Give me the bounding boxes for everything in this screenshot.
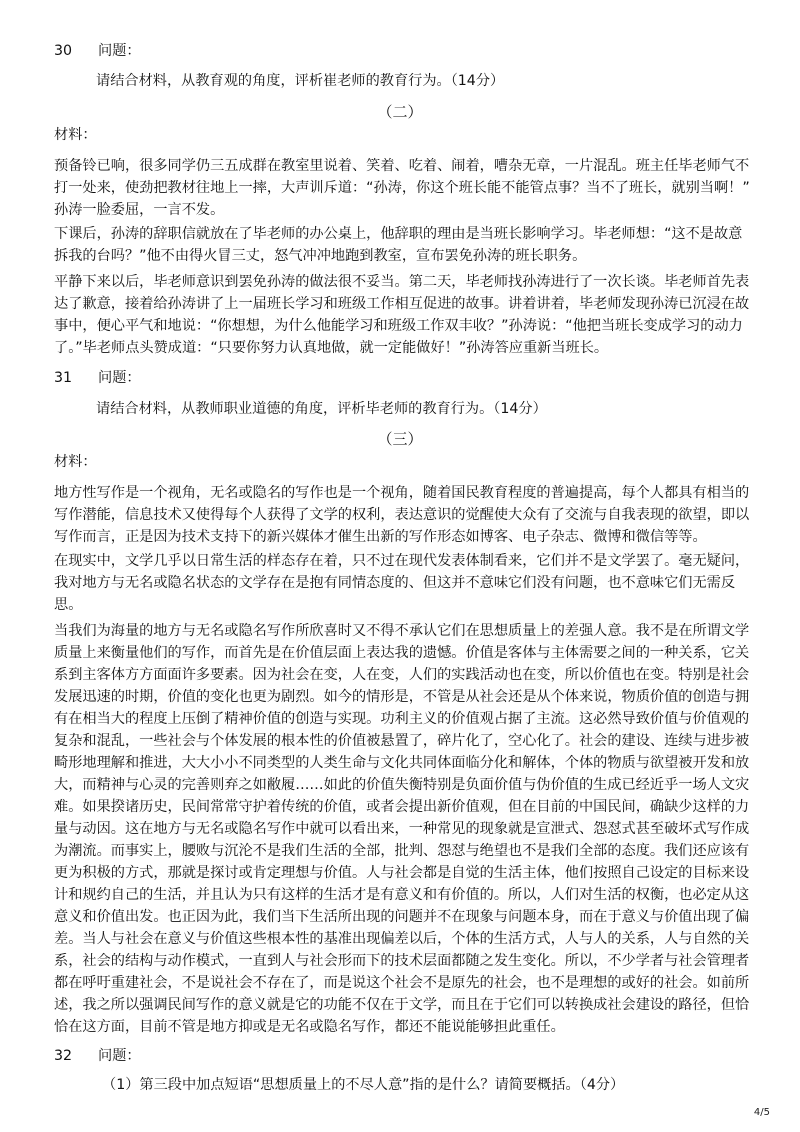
- paragraph-line: 恰在这方面，目前不管是地方抑或是无名或隐名写作，都还不能说能够担此重任。: [54, 1019, 565, 1035]
- page-number: 4/5: [753, 1107, 770, 1118]
- question-label: 问题：: [98, 43, 141, 59]
- paragraph-line: 下课后，孙涛的辞职信就放在了毕老师的办公桌上，他辞职的理由是当班长影响学习。毕老师想：“这不是故意: [54, 226, 743, 242]
- section-heading: （三）: [377, 430, 423, 448]
- paragraph-line: 难。如果揆诸历史，民间常常守护着传统的价值，或者会提出新价值观，但在目前的中国民间，确缺少这样的力: [54, 799, 750, 815]
- question-31-header: [54, 369, 141, 387]
- paragraph-line: 系，社会的结构与动作模式，一直到人与社会形而下的技术层面都随之发生变化。所以，不少学者与社会管理者: [54, 953, 750, 969]
- paragraph-line: 我对地方与无名或隐名状态的文学存在是抱有同情态度的、但这并不意味它们没有问题，也不意味它们无需反: [54, 575, 736, 591]
- paragraph-line: 系到主客体方方面面许多要素。因为社会在变，人在变，人们的实践活动也在变，所以价值也在变。特别是社会: [54, 667, 750, 683]
- paragraph-line: 都在呼吁重建社会，不是说社会不存在了，而是说这个社会不是原先的社会，也不是理想的或好的社会。如前所: [54, 975, 750, 991]
- paragraph-line: 思。: [54, 597, 83, 613]
- paragraph-line: 达了歉意，接着给孙涛讲了上一届班长学习和班级工作相互促进的故事。讲着讲着，毕老师发现孙涛已沉浸在故: [54, 296, 750, 312]
- paragraph-line: 述，我之所以强调民间写作的意义就是它的功能不仅在于文学，而且在于它们可以转换成社会建设的路径，但恰: [54, 997, 750, 1013]
- question-32-header: [54, 1047, 141, 1065]
- question-number: 31: [54, 370, 73, 386]
- paragraph-line: 孙涛一脸委屈，一言不发。: [54, 202, 225, 218]
- question-number: 32: [54, 1048, 73, 1064]
- paragraph-line: 地方性写作是一个视角，无名或隐名的写作也是一个视角，随着国民教育程度的普遍提高，每个人都具有相当的: [54, 485, 750, 501]
- paragraph-line: 打一处来，使劲把教材往地上一摔，大声训斥道：“孙涛，你这个班长能不能管点事？当不了班长，就别当啊！”: [54, 180, 750, 196]
- paragraph-line: 在现实中，文学几乎以日常生活的样态存在着，只不过在现代发表体制看来，它们并不是文学罢了。毫无疑问，: [54, 553, 750, 569]
- paragraph-line: 意义和价值出发。也正因为此，我们当下生活所出现的问题并不在现象与问题本身，而在于意义与价值出现了偏: [54, 909, 750, 925]
- question-30-text: 请结合材料，从教育观的角度，评析崔老师的教育行为。（14分）: [96, 73, 505, 89]
- paragraph-line: 平静下来以后，毕老师意识到罢免孙涛的做法很不妥当。第二天，毕老师找孙涛进行了一次长谈。毕老师首先表: [54, 274, 750, 290]
- paragraph-line: 写作潜能，信息技术又使得每个人获得了文学的权利，表达意识的觉醒使大众有了交流与自我表现的欲望，即以: [54, 507, 750, 523]
- question-31-text: 请结合材料，从教师职业道德的角度，评析毕老师的教育行为。（14分）: [96, 401, 547, 417]
- paragraph-line: 当我们为海量的地方与无名或隐名写作所欣喜时又不得不承认它们在思想质量上的差强人意。我不是在所谓文学: [54, 623, 750, 639]
- paragraph-line: 更为积极的方式，那就是探讨或肯定理想与价值。人与社会都是自觉的生活主体，他们按照自己设定的目标来设: [54, 865, 750, 881]
- question-label: 问题：: [98, 1048, 141, 1064]
- paragraph-line: 量与动因。这在地方与无名或隐名写作中就可以看出来，一种常见的现象就是宣泄式、怨怼式甚至破坏式写作成: [54, 821, 750, 837]
- paragraph-line: 写作而言，正是因为技术支持下的新兴媒体才催生出新的写作形态如博客、电子杂志、微博和微信等等。: [54, 529, 707, 545]
- paragraph-line: 差。当人与社会在意义与价值这些根本性的基准出现偏差以后，个体的生活方式，人与人的关系，人与自然的关: [54, 931, 750, 947]
- question-number: 30: [54, 43, 73, 59]
- material-label: 材料：: [54, 127, 97, 143]
- paragraph-line: 质量上来衡量他们的写作，而首先是在价值层面上表达我的遗憾。价值是客体与主体需要之间的一种关系，它关: [54, 645, 750, 661]
- paragraph-line: 有在相当大的程度上压倒了精神价值的创造与实现。功利主义的价值观占据了主流。这必然导致价值与价值观的: [54, 711, 750, 727]
- paragraph-line: 了。”毕老师点头赞成道：“只要你努力认真地做，就一定能做好！”孙涛答应重新当班长。: [54, 340, 609, 356]
- paragraph-line: 发展迅速的时期，价值的变化也更为剧烈。如今的情形是，不管是从社会还是从个体来说，物质价值的创造与拥: [54, 689, 750, 705]
- paragraph-line: 大，而精神与心灵的完善则弃之如敝履……如此的价值失衡特别是负面价值与伪价值的生成已经近乎一场人文灾: [54, 777, 750, 793]
- section-heading: （二）: [377, 103, 423, 121]
- paragraph-line: 拆我的台吗？”他不由得火冒三丈，怒气冲冲地跑到教室，宣布罢免孙涛的班长职务。: [54, 248, 587, 264]
- question-32-text: （1）第三段中加点短语“思想质量上的不尽人意”指的是什么？请简要概括。（4分）: [102, 1077, 625, 1093]
- paragraph-line: 事中，便心平气和地说：“你想想，为什么他能学习和班级工作双丰收？”孙涛说：“他把当班长变成学习的动力: [54, 318, 743, 334]
- material-label: 材料：: [54, 454, 97, 470]
- question-label: 问题：: [98, 370, 141, 386]
- question-30-header: [54, 42, 141, 60]
- paragraph-line: 预备铃已响，很多同学仍三五成群在教室里说着、笑着、吃着、闹着，嘈杂无章，一片混乱。班主任毕老师气不: [54, 158, 750, 174]
- paragraph-line: 计和规约自己的生活，并且认为只有这样的生活才是有意义和有价值的。所以，人们对生活的权衡，也必定从这: [54, 887, 750, 903]
- paragraph-line: 复杂和混乱，一些社会与个体发展的根本性的价值被悬置了，碎片化了，空心化了。社会的建设、连续与进步被: [54, 733, 750, 749]
- paragraph-line: 为潮流。而事实上，腰败与沉沦不是我们生活的全部，批判、怨怼与绝望也不是我们全部的态度。我们还应该有: [54, 843, 750, 859]
- paragraph-line: 畸形地理解和推进，大大小小不同类型的人类生命与文化共同体面临分化和解体，个体的物质与欲望被开发和放: [54, 755, 750, 771]
